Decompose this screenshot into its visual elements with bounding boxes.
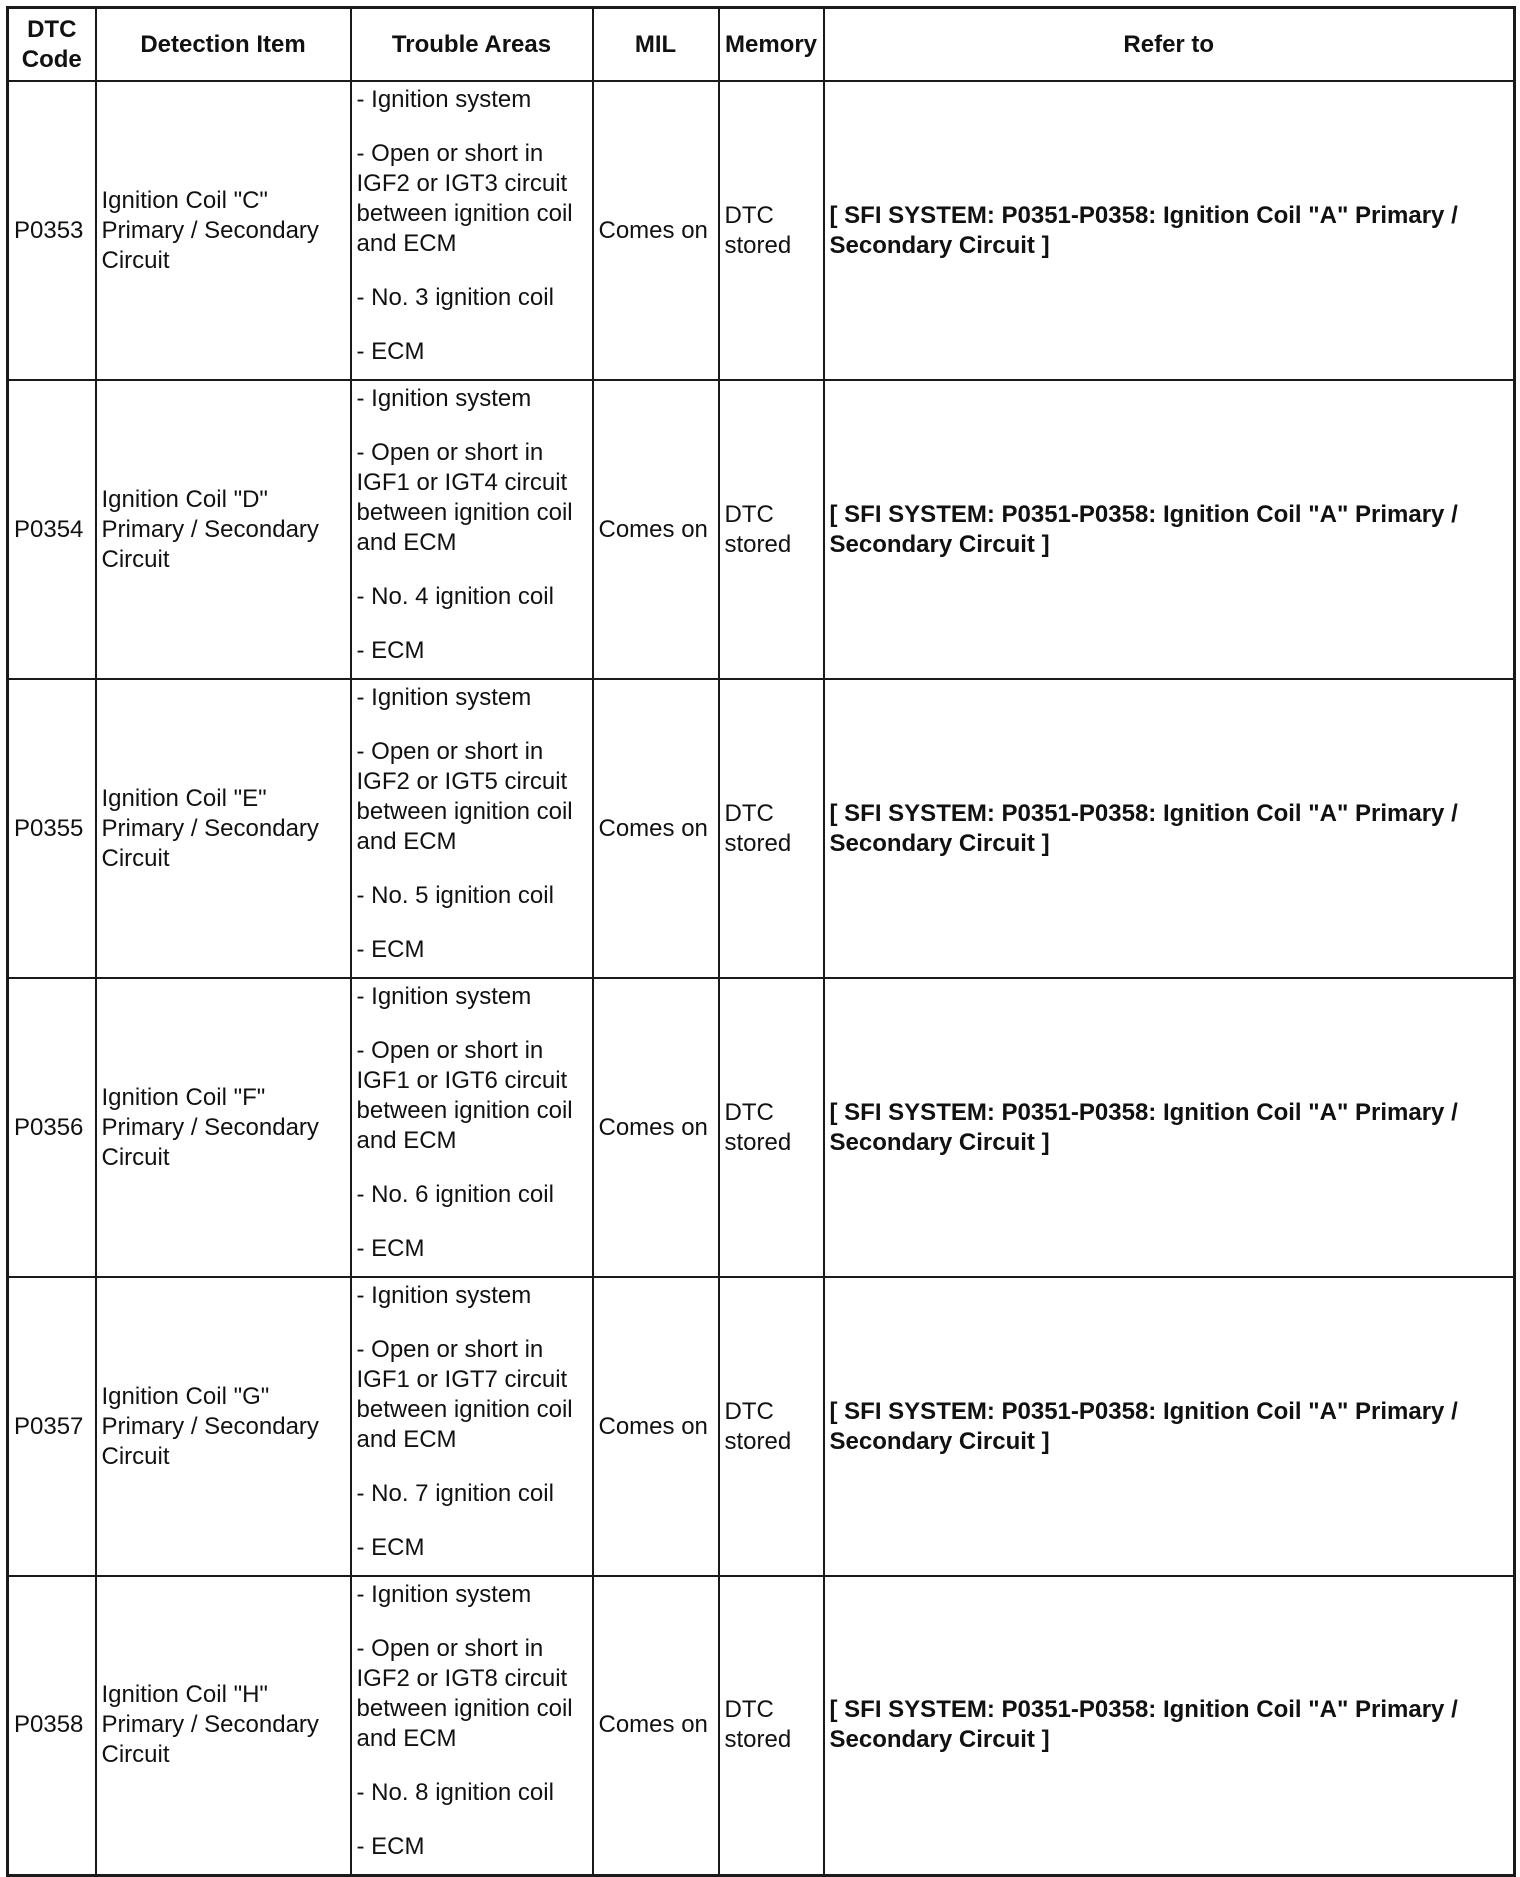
dtc-code-cell: P0355 — [8, 679, 96, 978]
trouble-area-item: - Ignition system — [356, 1581, 532, 1608]
detection-item-cell: Ignition Coil "C" Primary / Secondary Circuit — [96, 81, 351, 380]
refer-to-cell — [824, 679, 1515, 978]
trouble-area-item: - Open or short in IGF2 or IGT5 circuit between ignition coil and ECM — [356, 738, 573, 855]
mil-cell: Comes on — [593, 380, 719, 679]
trouble-areas-cell — [351, 1576, 593, 1875]
trouble-area-item: - No. 3 ignition coil — [356, 284, 554, 311]
header-memory: Memory — [719, 8, 824, 82]
trouble-areas-cell — [351, 978, 593, 1277]
refer-to-cell — [824, 978, 1515, 1277]
trouble-area-item: - Ignition system — [356, 1282, 532, 1309]
trouble-area-item: - No. 5 ignition coil — [356, 882, 554, 909]
table-header — [8, 8, 1515, 82]
trouble-area-item: - Open or short in IGF1 or IGT4 circuit between ignition coil and ECM — [356, 439, 573, 556]
refer-to-cell — [824, 1576, 1515, 1875]
header-trouble-areas: Trouble Areas — [351, 8, 593, 82]
detection-item-cell: Ignition Coil "F" Primary / Secondary Circuit — [96, 978, 351, 1277]
refer-to-link[interactable]: [ SFI SYSTEM: P0351-P0358: Ignition Coil "A" Primary / Secondary Circuit ] — [829, 500, 1458, 558]
table-row — [8, 1576, 1515, 1875]
trouble-area-item: - Open or short in IGF2 or IGT8 circuit between ignition coil and ECM — [356, 1635, 573, 1752]
trouble-areas-list — [357, 680, 587, 965]
table-row — [8, 1277, 1515, 1576]
mil-cell: Comes on — [593, 679, 719, 978]
trouble-area-item: - Ignition system — [356, 86, 532, 113]
detection-item-cell: Ignition Coil "D" Primary / Secondary Circuit — [96, 380, 351, 679]
table-row — [8, 978, 1515, 1277]
trouble-area-item: - ECM — [356, 1534, 425, 1561]
refer-to-link[interactable]: [ SFI SYSTEM: P0351-P0358: Ignition Coil "A" Primary / Secondary Circuit ] — [829, 1098, 1458, 1156]
mil-cell: Comes on — [593, 978, 719, 1277]
trouble-area-item: - No. 8 ignition coil — [356, 1779, 554, 1806]
table-body — [8, 81, 1515, 1875]
trouble-area-item: - No. 4 ignition coil — [356, 583, 554, 610]
table-row — [8, 81, 1515, 380]
memory-cell: DTC stored — [719, 81, 824, 380]
trouble-areas-cell — [351, 81, 593, 380]
refer-to-link[interactable]: [ SFI SYSTEM: P0351-P0358: Ignition Coil "A" Primary / Secondary Circuit ] — [829, 201, 1458, 259]
table-row — [8, 679, 1515, 978]
trouble-area-item: - ECM — [356, 1833, 425, 1860]
trouble-area-item: - Ignition system — [356, 983, 532, 1010]
memory-cell: DTC stored — [719, 380, 824, 679]
refer-to-link[interactable]: [ SFI SYSTEM: P0351-P0358: Ignition Coil "A" Primary / Secondary Circuit ] — [829, 1696, 1458, 1754]
trouble-area-item: - No. 6 ignition coil — [356, 1181, 554, 1208]
trouble-areas-list — [357, 82, 587, 367]
header-mil: MIL — [593, 8, 719, 82]
detection-item-cell: Ignition Coil "H" Primary / Secondary Circuit — [96, 1576, 351, 1875]
dtc-table — [6, 6, 1516, 1877]
trouble-area-item: - Ignition system — [356, 385, 532, 412]
trouble-area-item: - Ignition system — [356, 684, 532, 711]
dtc-code-cell: P0356 — [8, 978, 96, 1277]
refer-to-cell — [824, 81, 1515, 380]
dtc-code-cell: P0358 — [8, 1576, 96, 1875]
trouble-areas-list — [357, 1278, 587, 1563]
memory-cell: DTC stored — [719, 978, 824, 1277]
trouble-area-item: - Open or short in IGF2 or IGT3 circuit between ignition coil and ECM — [356, 140, 573, 257]
header-row — [8, 8, 1515, 82]
trouble-area-item: - ECM — [356, 637, 425, 664]
trouble-area-item: - No. 7 ignition coil — [356, 1480, 554, 1507]
dtc-code-cell: P0353 — [8, 81, 96, 380]
trouble-area-item: - Open or short in IGF1 or IGT7 circuit between ignition coil and ECM — [356, 1336, 573, 1453]
detection-item-cell: Ignition Coil "G" Primary / Secondary Circuit — [96, 1277, 351, 1576]
trouble-areas-list — [357, 381, 587, 666]
mil-cell: Comes on — [593, 81, 719, 380]
mil-cell: Comes on — [593, 1277, 719, 1576]
memory-cell: DTC stored — [719, 1277, 824, 1576]
refer-to-link[interactable]: [ SFI SYSTEM: P0351-P0358: Ignition Coil "A" Primary / Secondary Circuit ] — [829, 1397, 1458, 1455]
header-refer-to: Refer to — [824, 8, 1515, 82]
trouble-area-item: - ECM — [356, 1235, 425, 1262]
detection-item-cell: Ignition Coil "E" Primary / Secondary Circuit — [96, 679, 351, 978]
memory-cell: DTC stored — [719, 679, 824, 978]
dtc-code-cell: P0354 — [8, 380, 96, 679]
mil-cell: Comes on — [593, 1576, 719, 1875]
refer-to-cell — [824, 1277, 1515, 1576]
trouble-area-item: - ECM — [356, 338, 425, 365]
trouble-area-item: - Open or short in IGF1 or IGT6 circuit between ignition coil and ECM — [356, 1037, 573, 1154]
trouble-areas-list — [357, 979, 587, 1264]
trouble-areas-cell — [351, 380, 593, 679]
trouble-areas-cell — [351, 679, 593, 978]
table-row — [8, 380, 1515, 679]
refer-to-link[interactable]: [ SFI SYSTEM: P0351-P0358: Ignition Coil "A" Primary / Secondary Circuit ] — [829, 799, 1458, 857]
trouble-areas-cell — [351, 1277, 593, 1576]
dtc-code-cell: P0357 — [8, 1277, 96, 1576]
refer-to-cell — [824, 380, 1515, 679]
header-dtc-code: DTC Code — [8, 8, 96, 82]
trouble-areas-list — [357, 1577, 587, 1862]
trouble-area-item: - ECM — [356, 936, 425, 963]
header-detection-item: Detection Item — [96, 8, 351, 82]
memory-cell: DTC stored — [719, 1576, 824, 1875]
